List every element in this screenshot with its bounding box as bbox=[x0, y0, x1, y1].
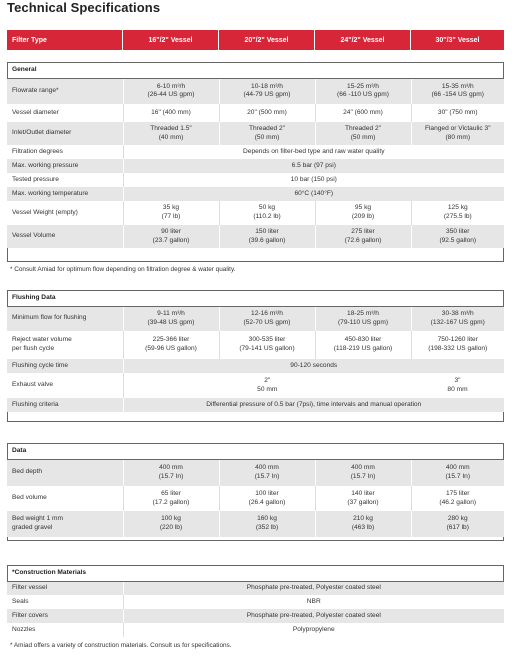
row-label: Nozzles bbox=[7, 623, 123, 637]
row-value: 175 liter (46.2 gallon) bbox=[411, 486, 504, 511]
row-label: Flushing cycle time bbox=[7, 359, 123, 373]
row-value: Polypropylene bbox=[123, 623, 504, 637]
row-label: Bed depth bbox=[7, 459, 123, 486]
row-label: Vessel Weight (empty) bbox=[7, 201, 123, 225]
row-value: Phosphate pre-treated, Polyester coated steel bbox=[123, 581, 504, 595]
row-value: 50 kg (110.2 lb) bbox=[219, 201, 315, 225]
table-row bbox=[7, 511, 504, 537]
row-value: 65 liter (17.2 gallon) bbox=[123, 486, 219, 511]
general-section-header bbox=[7, 63, 504, 78]
row-value: Flanged or Victaulic 3" (80 mm) bbox=[411, 122, 504, 145]
row-value: 225-366 liter (59-96 US gallon) bbox=[123, 331, 219, 359]
row-value: 95 kg (209 lb) bbox=[315, 201, 411, 225]
table-row bbox=[7, 373, 504, 398]
row-value: 18-25 m³/h (79-110 US gpm) bbox=[315, 306, 411, 331]
header-30-vessel: 30"/3" Vessel bbox=[411, 30, 504, 50]
table-row bbox=[7, 331, 504, 359]
data-section-header bbox=[7, 444, 504, 459]
row-value: 12-16 m³/h (52-70 US gpm) bbox=[219, 306, 315, 331]
materials-section-title: *Construction Materials bbox=[7, 566, 504, 581]
row-value: 160 kg (352 lb) bbox=[219, 511, 315, 537]
general-table bbox=[7, 63, 504, 248]
header-filter-type: Filter Type bbox=[7, 30, 123, 50]
row-value: 90 liter (23.7 gallon) bbox=[123, 225, 219, 248]
flushing-table bbox=[7, 291, 504, 412]
table-row bbox=[7, 581, 504, 595]
row-value: 6.5 bar (97 psi) bbox=[123, 159, 504, 173]
flushing-section-title: Flushing Data bbox=[7, 291, 504, 306]
table-row bbox=[7, 609, 504, 623]
table-row bbox=[7, 595, 504, 609]
materials-section-header bbox=[7, 566, 504, 581]
header-16-vessel: 16"/2" Vessel bbox=[123, 30, 219, 50]
row-value: NBR bbox=[123, 595, 504, 609]
general-footnote: * Consult Amiad for optimum flow depending on filtration degree & water quality. bbox=[10, 266, 236, 273]
page-title: Technical Specifications bbox=[7, 0, 161, 15]
general-section-title: General bbox=[7, 63, 504, 78]
row-value: 3" 80 mm bbox=[411, 373, 504, 398]
row-label: Filter vessel bbox=[7, 581, 123, 595]
header-24-vessel: 24"/2" Vessel bbox=[315, 30, 411, 50]
table-row bbox=[7, 459, 504, 486]
row-label: Seals bbox=[7, 595, 123, 609]
table-row bbox=[7, 173, 504, 187]
row-label: Flushing criteria bbox=[7, 398, 123, 412]
row-value: 300-535 liter (79-141 US gallon) bbox=[219, 331, 315, 359]
row-value: 60°C (140°F) bbox=[123, 187, 504, 201]
row-value: Differential pressure of 0.5 bar (7psi), time intervals and manual operation bbox=[123, 398, 504, 412]
table-row bbox=[7, 306, 504, 331]
table-row bbox=[7, 145, 504, 159]
row-label: Bed weight 1 mm graded gravel bbox=[7, 511, 123, 537]
row-value: 35 kg (77 lb) bbox=[123, 201, 219, 225]
row-label: Bed volume bbox=[7, 486, 123, 511]
row-value: 30" (750 mm) bbox=[411, 104, 504, 122]
data-table bbox=[7, 444, 504, 537]
header-20-vessel: 20"/2" Vessel bbox=[219, 30, 315, 50]
filter-type-header bbox=[7, 30, 504, 50]
row-value: 20" (500 mm) bbox=[219, 104, 315, 122]
row-label: Flowrate range* bbox=[7, 78, 123, 104]
table-row bbox=[7, 122, 504, 145]
row-label: Filtration degrees bbox=[7, 145, 123, 159]
data-section-title: Data bbox=[7, 444, 504, 459]
row-value: 15-25 m³/h (66 -110 US gpm) bbox=[315, 78, 411, 104]
row-value: 350 liter (92.5 gallon) bbox=[411, 225, 504, 248]
row-value: 15-35 m³/h (66 -154 US gpm) bbox=[411, 78, 504, 104]
row-value: 2" 50 mm bbox=[123, 373, 411, 398]
table-row bbox=[7, 359, 504, 373]
table-row bbox=[7, 225, 504, 248]
row-label: Reject water volume per flush cycle bbox=[7, 331, 123, 359]
row-value: Threaded 2" (50 mm) bbox=[315, 122, 411, 145]
row-value: 400 mm (15.7 In) bbox=[123, 459, 219, 486]
row-value: 280 kg (617 lb) bbox=[411, 511, 504, 537]
row-value: 24" (600 mm) bbox=[315, 104, 411, 122]
row-value: 150 liter (39.6 gallon) bbox=[219, 225, 315, 248]
table-row bbox=[7, 201, 504, 225]
table-row bbox=[7, 187, 504, 201]
row-value: 125 kg (275.5 lb) bbox=[411, 201, 504, 225]
row-value: 10 bar (150 psi) bbox=[123, 173, 504, 187]
row-value: 450-830 liter (118-219 US gallon) bbox=[315, 331, 411, 359]
row-value: Threaded 2" (50 mm) bbox=[219, 122, 315, 145]
row-label: Max. working pressure bbox=[7, 159, 123, 173]
row-value: 400 mm (15.7 In) bbox=[411, 459, 504, 486]
row-value: 140 liter (37 gallon) bbox=[315, 486, 411, 511]
row-value: Depends on filter-bed type and raw water quality bbox=[123, 145, 504, 159]
row-value: 30-38 m³/h (132-167 US gpm) bbox=[411, 306, 504, 331]
table-row bbox=[7, 486, 504, 511]
row-value: 100 liter (26.4 gallon) bbox=[219, 486, 315, 511]
materials-table bbox=[7, 566, 504, 637]
row-value: Phosphate pre-treated, Polyester coated steel bbox=[123, 609, 504, 623]
row-value: 6-10 m³/h (26-44 US gpm) bbox=[123, 78, 219, 104]
row-value: 750-1260 liter (198-332 US gallon) bbox=[411, 331, 504, 359]
table-row bbox=[7, 623, 504, 637]
table-row bbox=[7, 398, 504, 412]
row-label: Max. working temperature bbox=[7, 187, 123, 201]
row-label: Minimum flow for flushing bbox=[7, 306, 123, 331]
row-value: 210 kg (463 lb) bbox=[315, 511, 411, 537]
row-value: 10-18 m³/h (44-79 US gpm) bbox=[219, 78, 315, 104]
row-value: 9-11 m³/h (39-48 US gpm) bbox=[123, 306, 219, 331]
table-row bbox=[7, 159, 504, 173]
row-label: Filter covers bbox=[7, 609, 123, 623]
row-value: 400 mm (15.7 In) bbox=[315, 459, 411, 486]
row-value: Threaded 1.5" (40 mm) bbox=[123, 122, 219, 145]
row-label: Tested pressure bbox=[7, 173, 123, 187]
row-label: Vessel Volume bbox=[7, 225, 123, 248]
row-value: 100 kg (220 lb) bbox=[123, 511, 219, 537]
materials-footnote: * Amiad offers a variety of construction materials. Consult us for specifications. bbox=[10, 642, 232, 649]
row-label: Exhaust valve bbox=[7, 373, 123, 398]
row-value: 400 mm (15.7 In) bbox=[219, 459, 315, 486]
flushing-section-header bbox=[7, 291, 504, 306]
table-row bbox=[7, 78, 504, 104]
row-label: Inlet/Outlet diameter bbox=[7, 122, 123, 145]
table-row bbox=[7, 104, 504, 122]
row-value: 16" (400 mm) bbox=[123, 104, 219, 122]
row-value: 90-120 seconds bbox=[123, 359, 504, 373]
row-label: Vessel diameter bbox=[7, 104, 123, 122]
row-value: 275 liter (72.6 gallon) bbox=[315, 225, 411, 248]
